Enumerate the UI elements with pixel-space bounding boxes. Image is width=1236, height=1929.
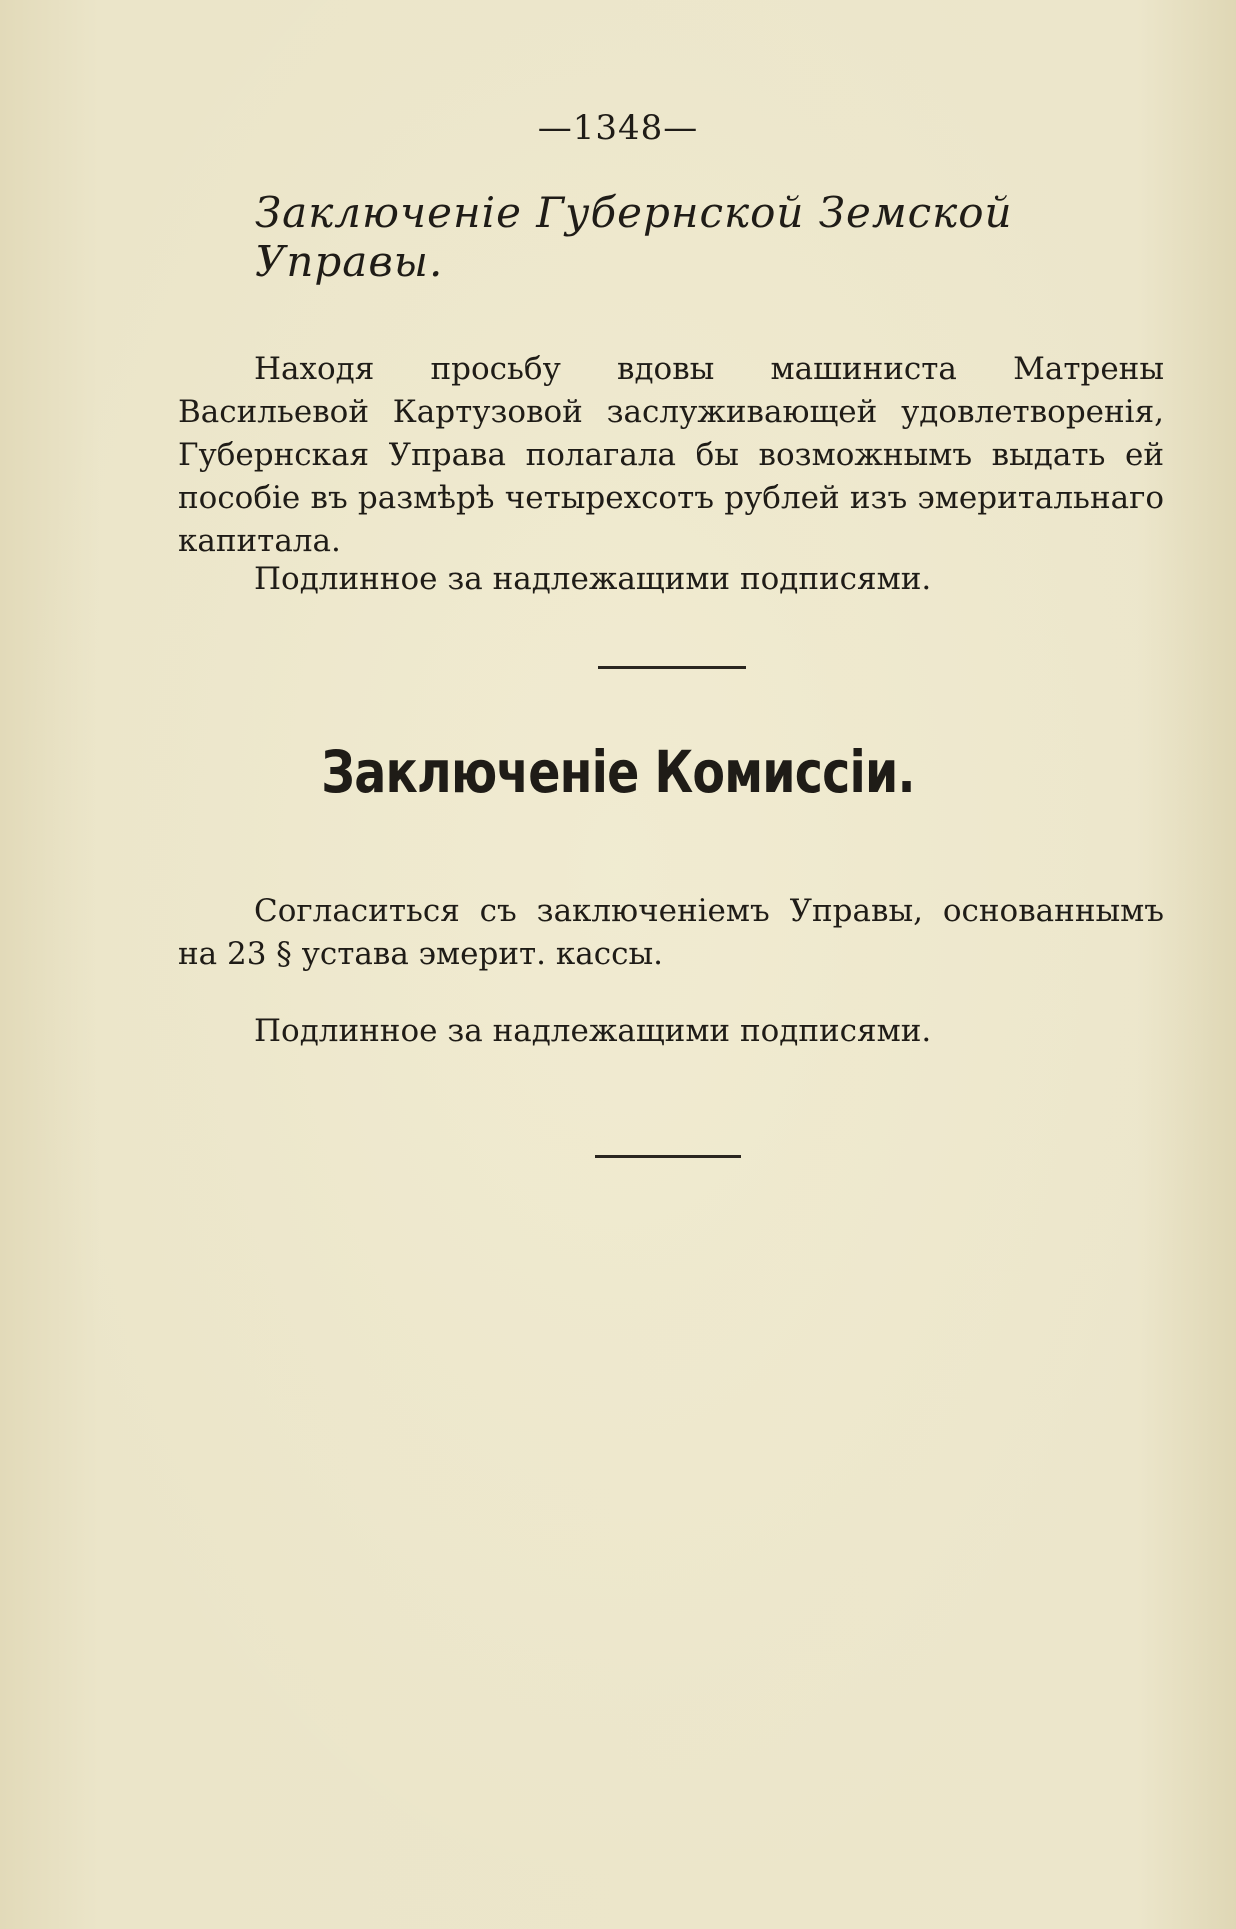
page-number: —1348— xyxy=(537,108,699,148)
paragraph-commission-conclusion: Согласиться съ заключеніемъ Управы, основаннымъ на 23 § устава эмерит. кассы. xyxy=(178,893,1164,972)
signature-note: Подлинное за надлежащими подписями. xyxy=(254,1013,932,1049)
divider-rule xyxy=(598,666,746,669)
commission-heading: Заключеніе Комиссіи. xyxy=(321,738,915,806)
divider-rule xyxy=(595,1155,741,1158)
paragraph-uprava-conclusion: Находя просьбу вдовы машиниста Матрены Васильевой Картузовой заслуживающей удовлетворенія, Губернская Управа полагала бы возможнымъ выдать ей пособіе въ размѣрѣ четырехсотъ рублей изъ эмеритальнаго капитала. xyxy=(178,351,1164,559)
signature-note: Подлинное за надлежащими подписями. xyxy=(254,561,932,597)
section-heading: Заключеніе Губернской Земской Управы. xyxy=(255,188,1013,286)
